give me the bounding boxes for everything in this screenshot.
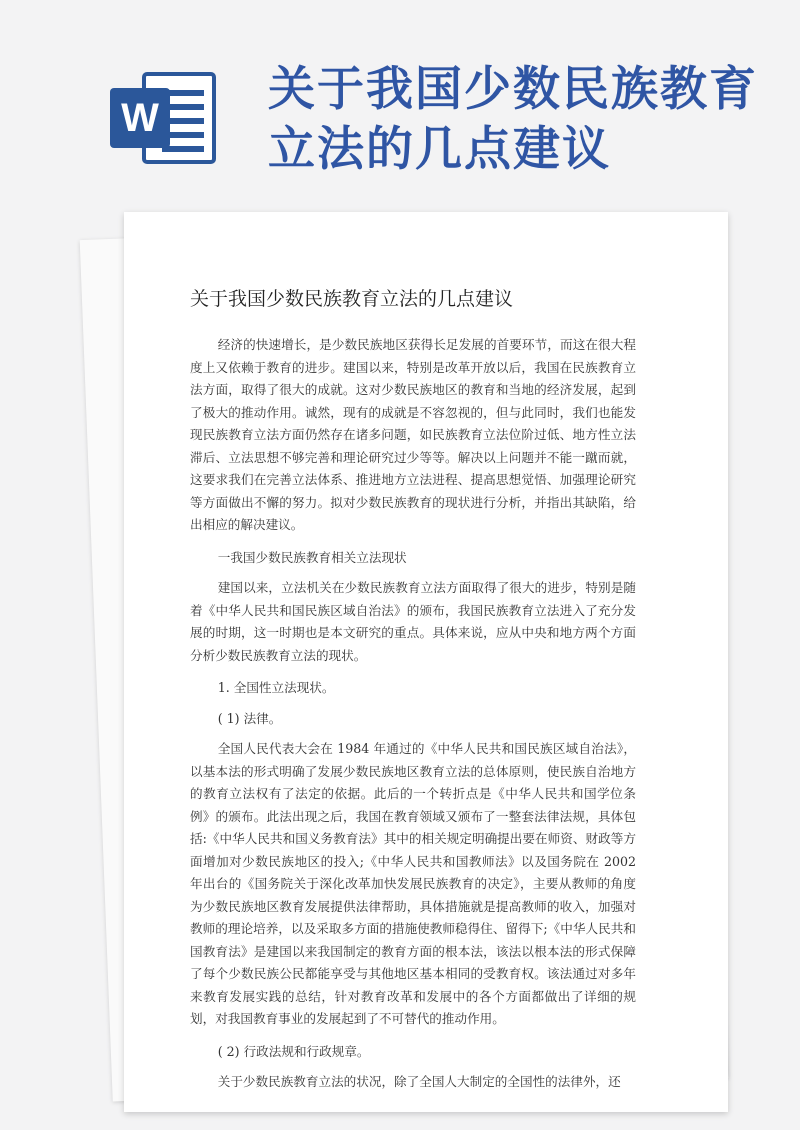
paragraph-laws: 全国人民代表大会在 1984 年通过的《中华人民共和国民族区域自治法》，以基本法的形式明确了发展少数民族地区教育立法的总体原则，使民族自治地方的教育立法权有了法定的依据。此后的一个转折点是《中华人民共和国学位条例》的颁布。此法出现之后，我国在教育领域又颁布了一整套法律法规，具体包括:《中华人民共和国义务教育法》其中的相关规定明确提出要在师资、财政等方面增加对少数民族地区的投入;《中华人民共和国教师法》以及国务院在 2002 年出台的《国务院关于深化改革加快发展民族教育的决定》，主要从教师的角度为少数民族地区教育发展提供法律帮助，具体措施就是提高教师的收入，加强对教师的理论培养，以及采取多方面的措施使教师稳得住、留得下;《中华人民共和国教育法》是建国以来我国制定的教育方面的根本法，该法以根本法的形式保障了每个少数民族公民都能享受与其他地区基本相同的受教育权。该法通过对多年来教育发展实践的总结，针对教育改革和发展中的各个方面都做出了详细的规划，对我国教育事业的发展起到了不可替代的推动作用。 xyxy=(190,741,636,1026)
document-page xyxy=(124,212,728,1112)
section-heading: 一我国少数民族教育相关立法现状 xyxy=(217,549,407,565)
paragraph-intro: 经济的快速增长，是少数民族地区获得长足发展的首要环节，而这在很大程度上又依赖于教育的进步。建国以来，特别是改革开放以后，我国在民族教育立法方面，取得了很大的成就。这对少数民族地区的教育和当地的经济发展，起到了极大的推动作用。诚然，现有的成就是不容忽视的，但与此同时，我们也能发现民族教育立法方面仍然存在诸多问题，如民族教育立法位阶过低、地方性立法滞后、立法思想不够完善和理论研究过少等等。解决以上问题并不能一蹴而就，这要求我们在完善立法体系、推进地方立法进程、提高思想觉悟、加强理论研究等方面做出不懈的努力。拟对少数民族教育的现状进行分析，并指出其缺陷，给出相应的解决建议。 xyxy=(190,337,636,532)
item-heading-regulations: ( 2) 行政法规和行政规章。 xyxy=(217,1043,370,1059)
word-doc-icon xyxy=(108,68,218,168)
item-heading-law: ( 1) 法律。 xyxy=(217,710,282,726)
paragraph-overview: 建国以来，立法机关在少数民族教育立法方面取得了很大的进步，特别是随着《中华人民共和国民族区域自治法》的颁布，我国民族教育立法进入了充分发展的时期，这一时期也是本文研究的重点。具体来说，应从中央和地方两个方面分析少数民族教育立法的现状。 xyxy=(190,580,636,663)
banner-header xyxy=(0,0,800,205)
banner-title: 关于我国少数民族教育立法的几点建议 xyxy=(268,62,758,177)
document-body xyxy=(190,334,636,1104)
subsection-heading: 1. 全国性立法现状。 xyxy=(217,680,335,695)
word-icon-letter: W xyxy=(121,96,159,140)
paragraph-regulations: 关于少数民族教育立法的状况，除了全国人大制定的全国性的法律外，还 xyxy=(217,1074,621,1089)
document-title: 关于我国少数民族教育立法的几点建议 xyxy=(190,288,514,310)
